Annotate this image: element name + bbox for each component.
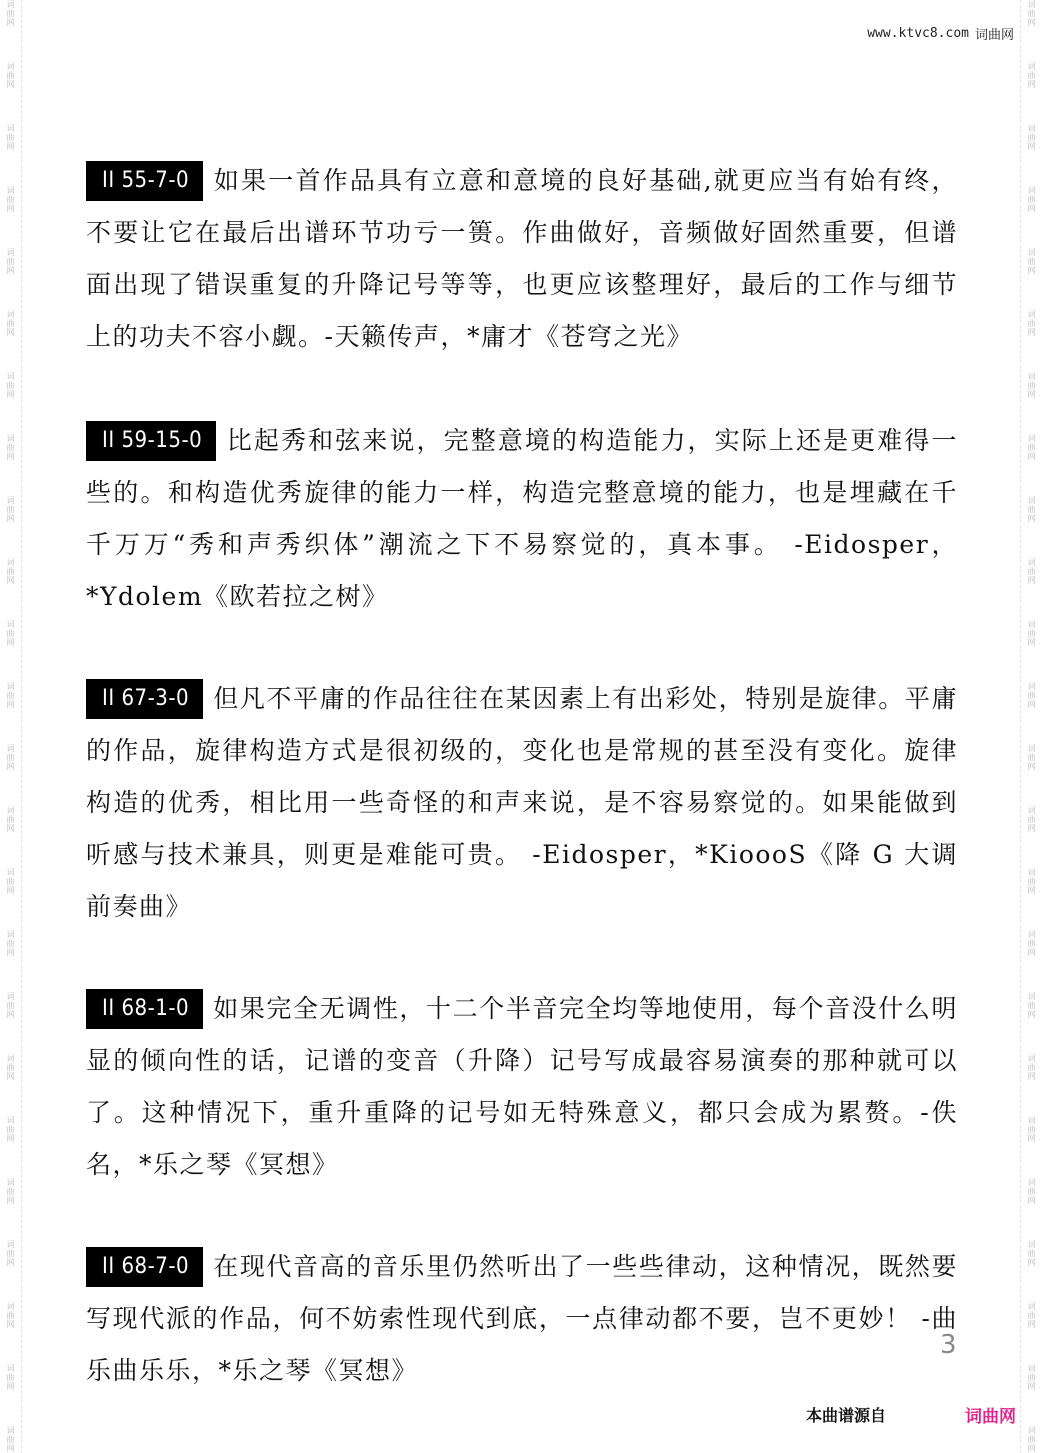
entry-text: 但凡不平庸的作品往往在某因素上有出彩处，特别是旋律。平庸的作品，旋律构造方式是很初级的，变化也是常规的甚至没有变化。旋律构造的优秀，相比用一些奇怪的和声来说，是不容易察觉的。如果能做到听感与技术兼具，则更是难能可贵。 -Eidosper，*KioooS《降 G 大调前奏曲》 [86, 684, 958, 921]
watermark-stamp: 词曲网 [1027, 1116, 1036, 1143]
watermark-stamp: 词曲网 [1027, 124, 1036, 151]
watermark-stamp: 词曲网 [1027, 248, 1036, 275]
watermark-stamp: 词曲网 [6, 310, 15, 337]
watermark-stamp: 词曲网 [6, 682, 15, 709]
watermark-stamp: 词曲网 [6, 62, 15, 89]
watermark-stamp: 词曲网 [6, 124, 15, 151]
watermark-stamp: 词曲网 [1027, 930, 1036, 957]
left-watermark-strip [0, 0, 22, 1453]
watermark-stamp: 词曲网 [6, 186, 15, 213]
watermark-stamp: 词曲网 [6, 1240, 15, 1267]
header-url[interactable]: www.ktvc8.com [867, 26, 969, 41]
watermark-stamp: 词曲网 [6, 434, 15, 461]
watermark-stamp: 词曲网 [1027, 1426, 1036, 1453]
watermark-stamp: 词曲网 [6, 744, 15, 771]
page-footer [806, 1402, 1016, 1427]
watermark-stamp: 词曲网 [1027, 992, 1036, 1019]
entry-tag: II 55-7-0 [86, 161, 203, 201]
watermark-stamp: 词曲网 [1027, 744, 1036, 771]
entry-item [86, 155, 958, 363]
watermark-stamp: 词曲网 [1027, 372, 1036, 399]
entry-tag: II 68-7-0 [86, 1247, 203, 1287]
watermark-stamp: 词曲网 [1027, 496, 1036, 523]
watermark-stamp: 词曲网 [6, 0, 15, 27]
watermark-stamp: 词曲网 [1027, 868, 1036, 895]
entry-text: 比起秀和弦来说，完整意境的构造能力，实际上还是更难得一些的。和构造优秀旋律的能力一样，构造完整意境的能力，也是埋藏在千千万万“秀和声秀织体”潮流之下不易察觉的，真本事。 -Eidosper，*Ydolem《欧若拉之树》 [86, 426, 958, 611]
watermark-stamp: 词曲网 [6, 806, 15, 833]
watermark-stamp: 词曲网 [1027, 0, 1036, 27]
watermark-stamp: 词曲网 [1027, 558, 1036, 585]
entry-item [86, 1241, 958, 1397]
watermark-stamp: 词曲网 [6, 930, 15, 957]
entry-item [86, 673, 958, 933]
watermark-stamp: 词曲网 [6, 1302, 15, 1329]
watermark-stamp: 词曲网 [1027, 1240, 1036, 1267]
watermark-stamp: 词曲网 [6, 1426, 15, 1453]
watermark-stamp: 词曲网 [1027, 620, 1036, 647]
header-site-name: 词曲网 [974, 28, 1014, 43]
watermark-stamp: 词曲网 [6, 1054, 15, 1081]
watermark-stamp: 词曲网 [6, 248, 15, 275]
watermark-stamp: 词曲网 [6, 558, 15, 585]
footer-brand-link[interactable]: 词曲网 [965, 1407, 1016, 1427]
watermark-stamp: 词曲网 [1027, 1178, 1036, 1205]
right-watermark-strip [1020, 0, 1042, 1453]
entry-list [86, 130, 958, 1447]
watermark-stamp: 词曲网 [6, 868, 15, 895]
watermark-stamp: 词曲网 [6, 1178, 15, 1205]
watermark-stamp: 词曲网 [6, 1116, 15, 1143]
watermark-stamp: 词曲网 [6, 496, 15, 523]
watermark-stamp: 词曲网 [1027, 62, 1036, 89]
watermark-stamp: 词曲网 [1027, 1302, 1036, 1329]
watermark-stamp: 词曲网 [6, 620, 15, 647]
entry-tag: II 67-3-0 [86, 679, 203, 719]
entry-text: 如果完全无调性，十二个半音完全均等地使用，每个音没什么明显的倾向性的话，记谱的变音（升降）记号写成最容易演奏的那种就可以了。这种情况下，重升重降的记号如无特殊意义，都只会成为累赘。-佚名，*乐之琴《冥想》 [86, 994, 958, 1179]
page-number: 3 [940, 1330, 957, 1360]
watermark-stamp: 词曲网 [1027, 806, 1036, 833]
watermark-stamp: 词曲网 [1027, 1054, 1036, 1081]
entry-text: 如果一首作品具有立意和意境的良好基础,就更应当有始有终，不要让它在最后出谱环节功亏一篑。作曲做好，音频做好固然重要，但谱面出现了错误重复的升降记号等等，也更应该整理好，最后的工作与细节上的功夫不容小觑。-天籁传声，*庸才《苍穹之光》 [86, 166, 958, 351]
watermark-stamp: 词曲网 [1027, 1364, 1036, 1391]
watermark-stamp: 词曲网 [1027, 434, 1036, 461]
footer-source-label: 本曲谱源自 [806, 1406, 887, 1425]
entry-text: 在现代音高的音乐里仍然听出了一些些律动，这种情况，既然要写现代派的作品，何不妨索性现代到底，一点律动都不要，岂不更妙！ -曲乐曲乐乐，*乐之琴《冥想》 [86, 1252, 958, 1385]
watermark-stamp: 词曲网 [6, 372, 15, 399]
entry-item [86, 983, 958, 1191]
watermark-stamp: 词曲网 [6, 992, 15, 1019]
page-header [867, 24, 1014, 43]
watermark-stamp: 词曲网 [1027, 310, 1036, 337]
entry-tag: II 59-15-0 [86, 421, 216, 461]
watermark-stamp: 词曲网 [6, 1364, 15, 1391]
entry-tag: II 68-1-0 [86, 989, 203, 1029]
watermark-stamp: 词曲网 [1027, 682, 1036, 709]
watermark-stamp: 词曲网 [1027, 186, 1036, 213]
entry-item [86, 415, 958, 623]
